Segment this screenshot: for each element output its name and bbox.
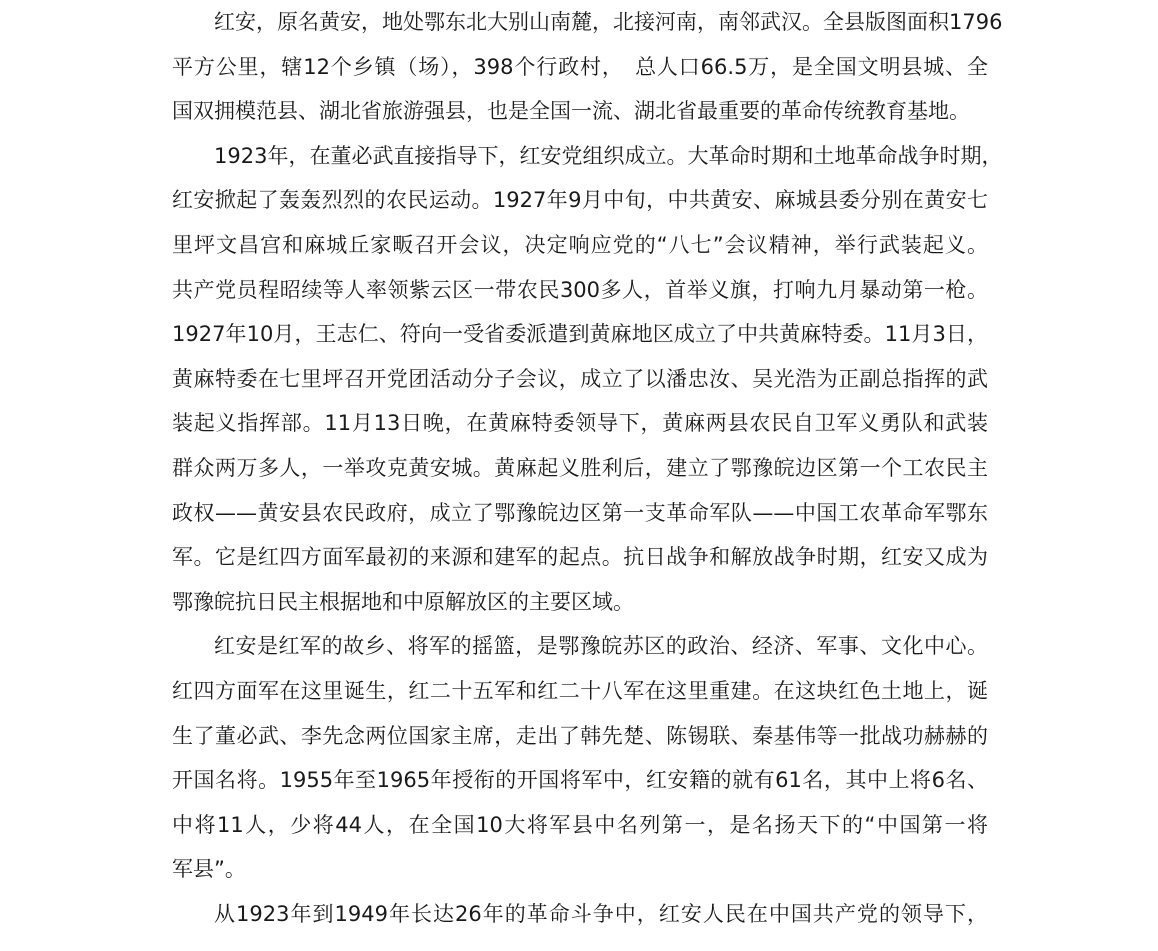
text-line: 共产党员程昭续等人率领紫云区一带农民300多人，首举义旗，打响九月暴动第一枪。 — [172, 277, 988, 302]
text-line: 平方公里，辖12个乡镇（场），398个行政村， 总人口66.5万，是全国文明县城、全 — [172, 54, 988, 79]
text-line: 红安是红军的故乡、将军的摇篮，是鄂豫皖苏区的政治、经济、军事、文化中心。 — [214, 634, 988, 659]
text-line: 开国名将。1955年至1965年授衔的开国将军中，红安籍的就有61名，其中上将6名、 — [172, 768, 988, 793]
document-body — [172, 0, 1003, 936]
text-line: 群众两万多人，一举攻克黄安城。黄麻起义胜利后，建立了鄂豫皖边区第一个工农民主 — [172, 455, 988, 480]
paragraph-4 — [172, 892, 988, 937]
text-line: 中将11人，少将44人，在全国10大将军县中名列第一，是名扬天下的“中国第一将 — [172, 812, 988, 837]
text-line: 国双拥模范县、湖北省旅游强县，也是全国一流、湖北省最重要的革命传统教育基地。 — [172, 99, 970, 124]
text-line: 红安掀起了轰轰烈烈的农民运动。1927年9月中旬，中共黄安、麻城县委分别在黄安七 — [172, 188, 988, 213]
text-line: 政权——黄安县农民政府，成立了鄂豫皖边区第一支革命军队——中国工农革命军鄂东 — [172, 500, 988, 525]
text-line: 从1923年到1949年长达26年的革命斗争中，红安人民在中国共产党的领导下， — [214, 901, 988, 926]
text-line: 红四方面军在这里诞生，红二十五军和红二十八军在这里重建。在这块红色土地上，诞 — [172, 678, 988, 703]
text-line: 红安，原名黄安，地处鄂东北大别山南麓，北接河南，南邻武汉。全县版图面积1796 — [214, 10, 1003, 34]
text-line: 里坪文昌宫和麻城丘家畈召开会议，决定响应党的“八七”会议精神，举行武装起义。 — [172, 232, 988, 257]
text-line: 生了董必武、李先念两位国家主席，走出了韩先楚、陈锡联、秦基伟等一批战功赫赫的 — [172, 723, 988, 748]
text-line: 黄麻特委在七里坪召开党团活动分子会议，成立了以潘忠汝、吴光浩为正副总指挥的武 — [172, 366, 988, 391]
text-line: 1923年，在董必武直接指导下，红安党组织成立。大革命时期和土地革命战争时期， — [214, 143, 1003, 168]
text-line: 军。它是红四方面军最初的来源和建军的起点。抗日战争和解放战争时期，红安又成为 — [172, 545, 988, 570]
text-line: 军县”。 — [172, 857, 246, 882]
paragraph-2 — [172, 134, 1003, 625]
paragraph-3 — [172, 624, 988, 892]
text-line: 装起义指挥部。11月13日晚，在黄麻特委领导下，黄麻两县农民自卫军义勇队和武装 — [172, 411, 988, 436]
paragraph-1 — [172, 0, 1003, 134]
text-line: 鄂豫皖抗日民主根据地和中原解放区的主要区域。 — [172, 589, 634, 614]
text-line: 1927年10月，王志仁、符向一受省委派遣到黄麻地区成立了中共黄麻特委。11月3日， — [172, 322, 988, 347]
